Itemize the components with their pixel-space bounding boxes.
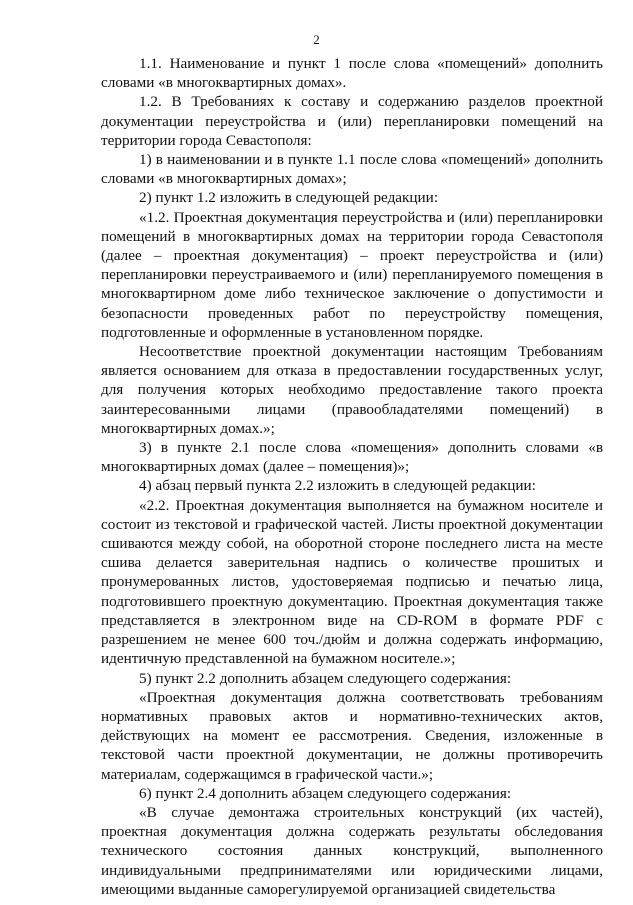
paragraph-1-2-requirements-intro: 1.2. В Требованиях к составу и содержанию разделов проектной документации переустройства и (или) перепланировки помещений на территории города Севастополя:	[101, 93, 603, 149]
paragraph-quoted-2-2: «2.2. Проектная документация выполняется на бумажном носителе и состоит из текстовой и графической частей. Листы проектной документации сшиваются между собой, на оборотной стороне последнего листа на месте сшива делается заверительная надпись о количестве прошитых и пронумерованных листов, удостоверяемая подписью и печатью лица, подготовившего проектную документацию. Проектная документация также представляется в электронном виде на CD-ROM в формате PDF с разрешением не менее 600 точ./дюйм и должна содержать информацию, идентичную представленной на бумажном носителе.»;	[101, 496, 603, 668]
paragraph-quoted-demolition: «В случае демонтажа строительных конструкций (их частей), проектная документация должна содержать результаты обследования технического состояния данных конструкций, выполненного индивидуальными предпринимателями или юридическими лицами, имеющими выданные саморегулируемой организацией свидетельства	[101, 803, 603, 898]
paragraph-item-3: 3) в пункте 2.1 после слова «помещения» дополнить словами «в многоквартирных домах (далее – помещения)»;	[101, 439, 603, 476]
paragraph-item-5: 5) пункт 2.2 дополнить абзацем следующего содержания:	[139, 669, 512, 687]
paragraph-item-4: 4) абзац первый пункта 2.2 изложить в следующей редакции:	[139, 477, 536, 495]
document-body	[101, 54, 603, 899]
paragraph-1-1-title-amendment: 1.1. Наименование и пункт 1 после слова «помещений» дополнить словами «в многоквартирных домах».	[101, 55, 603, 92]
paragraph-nonconformity: Несоответствие проектной документации настоящим Требованиям является основанием для отказа в предоставлении государственных услуг, для получения которых необходимо предоставление такого проекта заинтересованными лицами (правообладателями помещений) в многоквартирных домах.»;	[101, 343, 603, 437]
paragraph-quoted-1-2: «1.2. Проектная документация переустройства и (или) перепланировки помещений в многоквартирных домах на территории города Севастополя (далее – проектная документация) – проект переустройства и (или) перепланировки переустраиваемого и (или) перепланируемого помещения в многоквартирном доме либо техническое заключение о допустимости и безопасности проведенных работ по переустройству помещения, подготовленные и оформленные в установленном порядке.	[101, 208, 603, 341]
paragraph-item-1: 1) в наименовании и в пункте 1.1 после слова «помещений» дополнить словами «в многоквартирных домах»;	[101, 151, 603, 188]
page-number: 2	[313, 32, 320, 47]
paragraph-item-6: 6) пункт 2.4 дополнить абзацем следующего содержания:	[139, 784, 512, 802]
paragraph-quoted-compliance: «Проектная документация должна соответствовать требованиям нормативных правовых актов и нормативно-технических актов, действующих на момент ее рассмотрения. Сведения, изложенные в текстовой части проектной документации, не должны противоречить материалам, содержащимся в графической части.»;	[101, 688, 603, 783]
paragraph-item-2: 2) пункт 1.2 изложить в следующей редакции:	[139, 189, 439, 207]
